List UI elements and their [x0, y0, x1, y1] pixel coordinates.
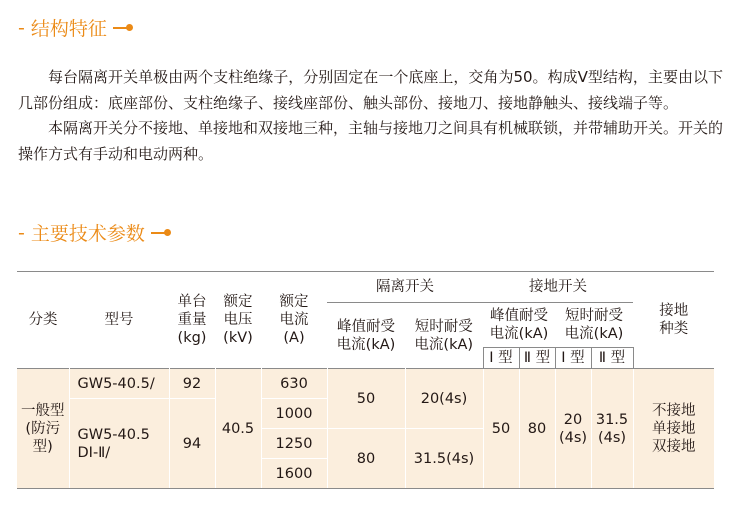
intro-paragraph-1: 每台隔离开关单极由两个支柱绝缘子，分别固定在一个底座上，交角为50。构成V型结构，主要由以下几部份组成：底座部份、支柱绝缘子、接线座部份、触头部份、接地刀、接地静触头、接线端子等。: [18, 68, 723, 112]
section-title-text: 结构特征: [30, 18, 107, 40]
iso-peak-cell-2: 80: [327, 429, 405, 489]
current-cell-1: 630: [261, 369, 327, 399]
header-iso-peak: 峰值耐受 电流(kA): [327, 303, 405, 369]
intro-paragraph-2: 本隔离开关分不接地、单接地和双接地三种，主轴与接地刀之间具有机械联锁，并带辅助开关。开关的操作方式有手动和电动两种。: [18, 119, 724, 163]
title-tail-ornament: [113, 24, 133, 31]
weight-cell-1: 92: [169, 369, 215, 399]
weight-cell-2: 94: [169, 399, 215, 489]
intro-text: [18, 65, 723, 167]
voltage-cell: 40.5: [215, 369, 261, 489]
model-cell-1: GW5-40.5/: [69, 369, 169, 399]
header-earthing-type: 接地 种类: [633, 272, 714, 369]
section-title-text: 主要技术参数: [30, 223, 145, 245]
iso-short-cell-1: 20(4s): [405, 369, 483, 429]
section-title-structure: [18, 14, 133, 41]
earth-peak-type1-cell: 50: [483, 369, 519, 489]
header-earth-peak-type2: Ⅱ 型: [519, 348, 555, 369]
header-isolator-group: 隔离开关: [327, 272, 483, 303]
header-earth-group: 接地开关: [483, 272, 633, 303]
section-title-parameters: [18, 219, 171, 246]
header-earth-short-type2: Ⅱ 型: [591, 348, 633, 369]
title-tail-ornament: [151, 229, 171, 236]
earth-short-type1-cell: 20 (4s): [555, 369, 591, 489]
model-cell-2: GW5-40.5 DI-Ⅱ/: [69, 399, 169, 489]
current-cell-4: 1600: [261, 459, 327, 489]
earth-short-type2-cell: 31.5 (4s): [591, 369, 633, 489]
header-earth-peak-type1: Ⅰ 型: [483, 348, 519, 369]
header-iso-short: 短时耐受 电流(kA): [405, 303, 483, 369]
header-weight: 单台 重量 (kg): [169, 272, 215, 369]
title-dash: -: [18, 16, 25, 39]
title-dash: -: [18, 221, 25, 244]
header-voltage: 额定 电压 (kV): [215, 272, 261, 369]
header-model: 型号: [69, 272, 169, 369]
iso-peak-cell-1: 50: [327, 369, 405, 429]
header-earth-short-type1: Ⅰ 型: [555, 348, 591, 369]
parameters-table: [17, 271, 714, 489]
header-current: 额定 电流 (A): [261, 272, 327, 369]
category-cell: 一般型 (防污型): [17, 369, 69, 489]
current-cell-2: 1000: [261, 399, 327, 429]
current-cell-3: 1250: [261, 429, 327, 459]
iso-short-cell-2: 31.5(4s): [405, 429, 483, 489]
earth-peak-type2-cell: 80: [519, 369, 555, 489]
earthing-types-cell: 不接地 单接地 双接地: [633, 369, 714, 489]
header-earth-peak: 峰值耐受 电流(kA): [483, 303, 555, 348]
header-earth-short: 短时耐受 电流(kA): [555, 303, 633, 348]
header-category: 分类: [17, 272, 69, 369]
